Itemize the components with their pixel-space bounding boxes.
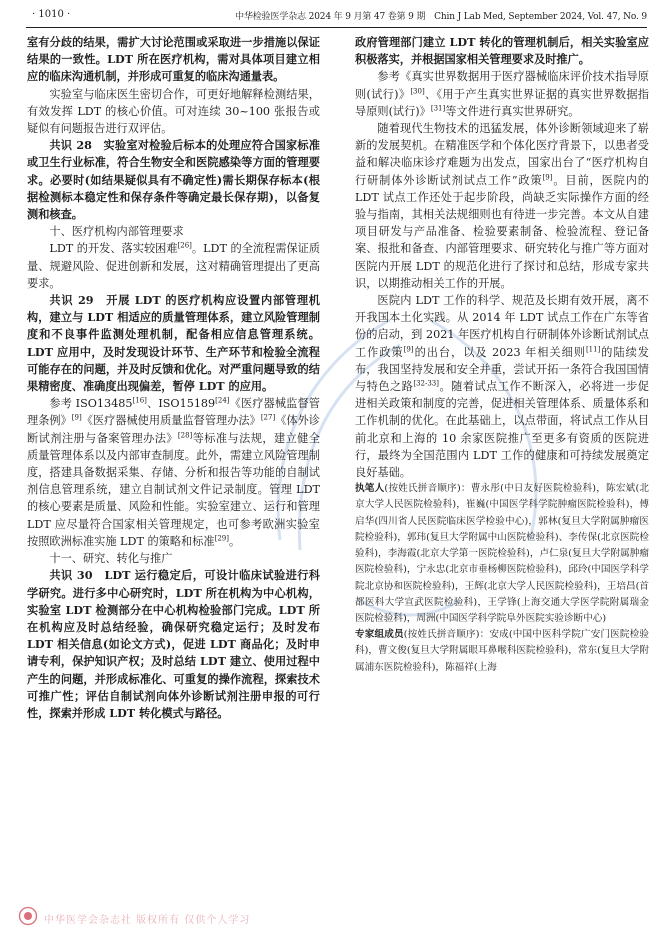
left-column <box>27 34 320 722</box>
page-header <box>26 6 647 28</box>
expert-list: 专家组成员(按姓氏拼音顺序)：安成(中国中医科学院广安门医院检验科)，曹文俊(复旦大学附属眼耳鼻喉科医院检验科)，常东(复旦大学附属浦东医院检验科)，陈福祥(上海 <box>355 629 649 673</box>
paragraph-double-review: 实验室与临床医生密切合作，可更好地解释检测结果，有效发挥 LDT 的核心价值。可对连续 30~100 张报告或疑似有问题报告进行双评估。 <box>27 87 320 136</box>
section-heading-11: 十一、研究、转化与推广 <box>49 552 173 566</box>
consensus-29: 共识 29 开展 LDT 的医疗机构应设置内部管理机构，建立与 LDT 相适应的质量管理体系，建立风险管理制度和不良事件监测处理机制，配备相应信息管理系统。LDT 应用中，及时发现设计环节、生产环节和检验全流程可能存在的问题，并及时反馈和优化。对严重问题导致的结果精密度、准确度出现偏差，暂停 LDT 的应用。 <box>27 293 320 394</box>
paragraph-real-world-study: 参考《真实世界数据用于医疗器械临床评价技术指导原则(试行)》[30]、《用于产生真实世界证据的真实世界数据指导原则(试行)》[31]等文件进行真实世界研究。 <box>355 70 649 118</box>
consensus-30: 共识 30 LDT 运行稳定后，可设计临床试验进行科学研究。进行多中心研究时，LDT 所在机构为中心机构，实验室 LDT 检测部分在中心机构检验部门完成。LDT 所在机构应及时总结经验，确保研究稳定运行；及时发布 LDT 相关信息(如论文方式)，促进 LDT 商品化；及时申请专利，保护知识产权；及时总结 LDT 建立、使用过程中产生的问题，并形成标准化、可重复的操作流程，探索技术可推广性；评估自制试剂向体外诊断试剂注册申报的可行性，探索并形成 LDT 转化模式与路径。 <box>27 568 320 720</box>
paragraph-translation-mechanism: 政府管理部门建立 LDT 转化的管理机制后，相关实验室应积极落实，并根据国家相关管理要求及时推广。 <box>355 35 649 67</box>
paragraph-development-background: 随着现代生物技术的迅猛发展，体外诊断领域迎来了崭新的发展契机。在精准医学和个体化医疗背景下，以患者受益和解决临床诊疗难题为出发点，国家出台了“医疗机构自行研制体外诊断试剂试点工作”政策[9]。目前，医院内的 LDT 试点工作还处于起步阶段，尚缺乏实际操作方面的经验与指南，其相关法规细则也有待进一步完善。本文从自建项目研发与产品准备、检验要素制备、检验流程、登记备案、报批和备查、内部管理要求、研究转化与推广等方面对医院内开展 LDT 的规范化进行了探讨和总结，形成专家共识，以期推动相关工作的开展。 <box>355 122 649 290</box>
footer-copyright: 中华医学会杂志社 版权所有 仅供个人学习 <box>44 915 251 926</box>
paragraph-ldt-management: LDT 的开发、落实较困难[26]。LDT 的全流程需保证质量、规避风险、促进创新和发展，这对精确管理提出了更高要求。 <box>27 241 321 290</box>
author-list: 执笔人(按姓氏拼音顺序)：曹永彤(中日友好医院检验科)，陈宏斌(北京大学人民医院检验科)，崔巍(中国医学科学院肿瘤医院检验科)，傅启华(四川省人民医院临床医学检验中心)，郭林(复旦大学附属肿瘤医院检验科)，郭玮(复旦大学附属中山医院检验科)、李传保(北京医院检验科)，李海霞(北京大学第一医院检验科)，卢仁泉(复旦大学附属肿瘤医院检验科)，宁永忠(北京市垂杨柳医院检验科)，邱玲(中国医学科学院北京协和医院检验科)，王辉(北京大学人民医院检验科)，王培昌(首都医科大学宣武医院检验科)，王学锋(上海交通大学医学院附属瑞金医院检验科)，周洲(中国医学科学院阜外医院实验诊断中心) <box>355 483 649 624</box>
paragraph-clinical-communication: 室有分歧的结果，需扩大讨论范围或采取进一步措施以保证结果的一致性。LDT 所在医疗机构，需对具体项目建立相应的临床沟通机制，并形成可重复的临床沟通量表。 <box>27 35 320 84</box>
consensus-28: 共识 28 实验室对检验后标本的处理应符合国家标准或卫生行业标准，符合生物安全和医院感染等方面的管理要求。必要时(如结果疑似具有不确定性)需长期保存标本(根据检测标本稳定性和保存条件等确定最长保存期)，以备复测和核查。 <box>27 138 320 222</box>
paragraph-standards-reference: 参考 ISO13485[16]、ISO15189[24]《医疗器械监督管理条例》[9]《医疗器械使用质量监督管理办法》[27]《体外诊断试剂注册与备案管理办法》[28]等标准与法规，建立健全质量管理体系以及内部审查制度。此外，需建立风险管理制度，搭建具备数据采集、存储、分析和报告等功能的自制试剂信息管理系统，建立自制试剂文件记录制度。管理 LDT 的核心要素是质量、风险和性能。实验室建立、运行和管理 LDT 应尽量符合国家相关管理规定，也可参考欧洲实验室按照欧洲标准实施 LDT 的策略和标准[29]。 <box>27 396 320 548</box>
publisher-seal-icon <box>18 906 38 926</box>
page-number: · 1010 · <box>32 9 71 20</box>
section-heading-10: 十、医疗机构内部管理要求 <box>49 225 184 239</box>
header-rule <box>26 27 647 28</box>
paragraph-localized-practice: 医院内 LDT 工作的科学、规范及长期有效开展，离不开我国本土化实践。从 2014 年 LDT 试点工作在广东等省份的启动，到 2021 年医疗机构自行研制体外诊断试剂试点工作政策[9]的出台，以及 2023 年相关细则[11]的陆续发布，我国坚持发展和安全并重，尝试开拓一条符合我国国情与特色之路[32-33]。随着试点工作不断深入，必将进一步促进相关政策和制度的完善，促进相关管理体系、质量体系和工作机制的优化。在此基础上，以点带面，将试点工作从目前北京和上海的 10 余家医院推广至更多有资质的医院进行，最终为全国范围内 LDT 工作的健康和可持续发展奠定良好基础。 <box>355 294 649 480</box>
page-footer <box>14 908 314 930</box>
journal-citation: 中华检验医学杂志 2024 年 9 月第 47 卷第 9 期 Chin J Lab Med, September 2024, Vol. 47, No. 9 <box>235 12 647 22</box>
right-column <box>355 34 649 676</box>
